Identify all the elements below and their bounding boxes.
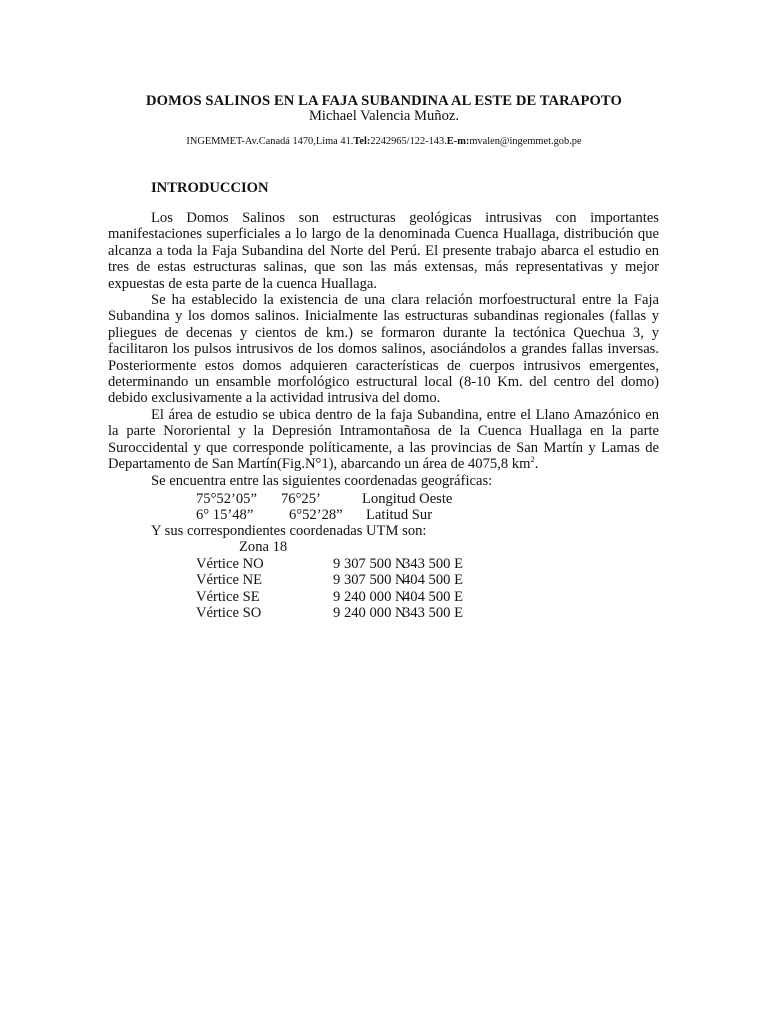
geo-row2-a: 6° 15’48”: [196, 507, 254, 523]
email-label: E-m:: [446, 136, 470, 147]
utm-row-se-north: 9 240 000 N: [333, 589, 406, 605]
geo-row1-a: 75°52’05”: [196, 491, 257, 507]
section-heading: INTRODUCCION: [151, 180, 269, 196]
affiliation-line: [0, 136, 768, 147]
paragraph-4: Se encuentra entre las siguientes coordenadas geográficas:: [151, 472, 493, 489]
geo-row1-b: 76°25’: [281, 491, 321, 507]
utm-row-se-east: 404 500 E: [403, 589, 463, 605]
geo-row2-b: 6°52’28”: [289, 507, 343, 523]
geo-row2-label: Latitud Sur: [366, 507, 433, 523]
utm-row-no-name: Vértice NO: [196, 556, 264, 572]
body-text: [108, 210, 659, 489]
paragraph-2: Se ha establecido la existencia de una clara relación morfoestructural entre la Faja Subandina y los domos salinos. Inicialmente las estructuras subandinas regionales (fallas y pliegues de decenas y cientos de km.) se formaron durante la tectónica Quechua 3, y facilitaron los pulsos intrusivos de los domos salinos, asociándolos a grandes fallas inversas. Posteriormente estos domos adquieren características de cuerpos intrusivos emergentes, determinando un ensamble morfológico estructural local (8-10 Km. del centro del domo) debido exclusivamente a la actividad intrusiva del domo.: [108, 292, 659, 407]
paragraph-3-end: .: [534, 456, 539, 473]
utm-row-so-north: 9 240 000 N: [333, 605, 406, 621]
utm-row-ne-east: 404 500 E: [403, 572, 463, 588]
utm-row-ne-name: Vértice NE: [196, 572, 263, 588]
utm-zone: Zona 18: [239, 539, 288, 555]
utm-row-so-east: 343 500 E: [403, 605, 463, 621]
affiliation-address: INGEMMET-Av.Canadá 1470,Lima 41.: [186, 136, 354, 147]
utm-row-no-north: 9 307 500 N: [333, 556, 406, 572]
utm-row-so-name: Vértice SO: [196, 605, 262, 621]
paragraph-1: Los Domos Salinos son estructuras geológicas intrusivas con importantes manifestaciones superficiales a lo largo de la denominada Cuenca Huallaga, distribución que alcanza a toda la Faja Subandina del Norte del Perú. El presente trabajo abarca el estudio en tres de estas estructuras salinas, que son las más extensas, más representativas y mejor expuestas de esta parte de la cuenca Huallaga.: [108, 210, 659, 292]
tel-label: Tel:: [353, 136, 371, 147]
utm-row-se-name: Vértice SE: [196, 589, 260, 605]
area-superscript: 2: [530, 454, 535, 465]
utm-row-ne-north: 9 307 500 N: [333, 572, 406, 588]
paragraph-3: [108, 407, 659, 473]
author-name: Michael Valencia Muñoz.: [308, 108, 460, 124]
geo-row1-label: Longitud Oeste: [362, 491, 453, 507]
utm-intro: Y sus correspondientes coordenadas UTM son:: [151, 523, 427, 539]
paragraph-3-text: El área de estudio se ubica dentro de la faja Subandina, entre el Llano Amazónico en la parte Nororiental y la Depresión Intramontañosa de la Cuenca Huallaga en la parte Suroccidental y que corresponde políticamente, a las provincias de San Martín y Lamas de Departamento de San Martín(Fig.N°1), abarcando un área de 4075,8 km: [108, 406, 659, 473]
email-value: mvalen@ingemmet.gob.pe: [469, 136, 582, 147]
paper-title: DOMOS SALINOS EN LA FAJA SUBANDINA AL ESTE DE TARAPOTO: [146, 93, 622, 109]
tel-value: 2242965/122-143.: [370, 136, 447, 147]
utm-row-no-east: 343 500 E: [403, 556, 463, 572]
